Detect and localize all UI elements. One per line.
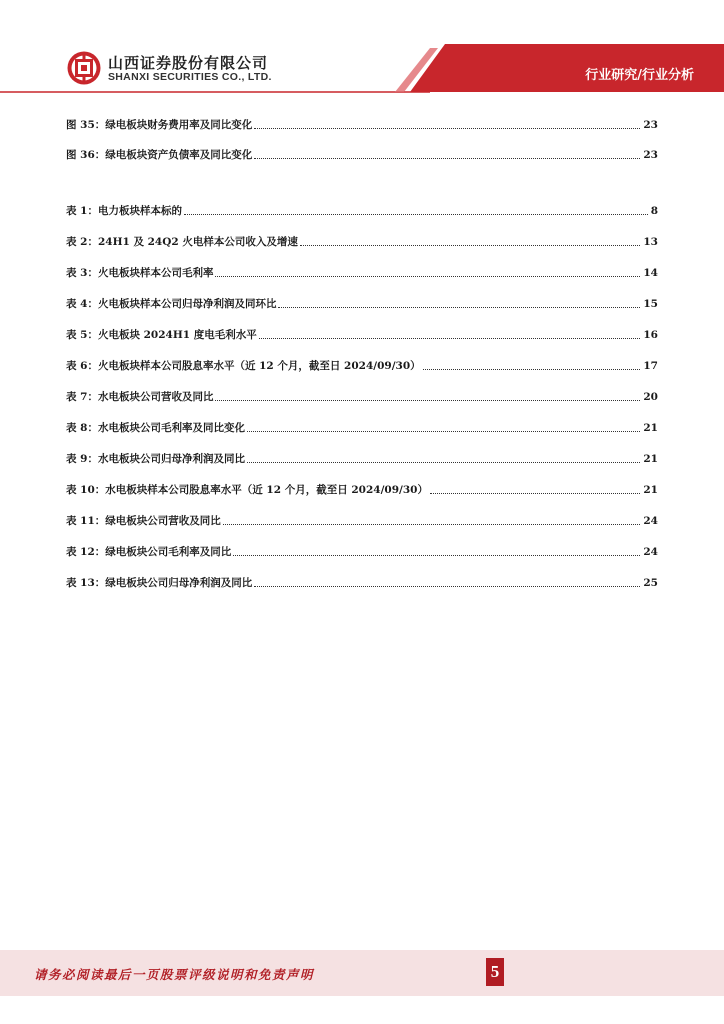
toc-label: 表 13： [66,577,106,589]
toc-leader [184,214,648,215]
toc-title: 24H1 及 24Q2 火电样本公司收入及增速 [97,236,298,248]
toc-entry[interactable] [66,112,658,132]
toc-page: 17 [643,360,658,372]
toc-label: 表 5： [66,329,98,341]
toc-label: 表 9： [66,453,98,465]
toc-title: 水电板块公司归母净利润及同比 [97,453,245,465]
toc-title: 绿电板块资产负债率及同比变化 [105,149,253,161]
page-footer [0,950,724,996]
toc-leader [278,307,640,308]
company-name-en: SHANXI SECURITIES CO., LTD. [108,71,272,83]
toc-page: 20 [643,391,658,403]
toc-title: 电力板块样本标的 [97,205,182,217]
company-name-cn: 山西证券股份有限公司 [108,54,269,72]
toc-title: 火电板块样本公司毛利率 [97,267,214,279]
toc-leader [247,462,640,463]
toc-label: 表 4： [66,298,98,310]
toc-entry[interactable] [66,260,658,280]
toc-label: 表 1： [66,205,98,217]
toc-leader [423,369,641,370]
toc-entry[interactable] [66,384,658,404]
toc-label: 表 6： [66,360,98,372]
toc-label: 表 3： [66,267,98,279]
toc-title: 水电板块样本公司股息率水平（近 12 个月，截至日 2024/09/30） [105,484,428,496]
toc-label: 表 10： [66,484,106,496]
toc-title: 绿电板块公司归母净利润及同比 [105,577,253,589]
toc-label: 图 36： [66,149,106,161]
toc-label: 图 35： [66,119,106,131]
toc-entry[interactable] [66,539,658,559]
toc-entry[interactable] [66,446,658,466]
toc-title: 绿电板块财务费用率及同比变化 [105,119,253,131]
toc-leader [215,276,640,277]
toc-title: 火电板块样本公司股息率水平（近 12 个月，截至日 2024/09/30） [97,360,421,372]
toc-entry[interactable] [66,291,658,311]
toc-leader [215,400,640,401]
toc-leader [254,586,640,587]
toc-page: 13 [643,236,658,248]
toc-entry[interactable] [66,415,658,435]
toc-entry[interactable] [66,322,658,342]
page-header [0,0,724,105]
toc-label: 表 7： [66,391,98,403]
toc-page: 14 [643,267,658,279]
disclaimer-note: 请务必阅读最后一页股票评级说明和免责声明 [34,967,315,982]
toc-entry[interactable] [66,570,658,590]
toc-entry[interactable] [66,508,658,528]
toc-page: 8 [650,205,658,217]
toc-title: 火电板块 2024H1 度电毛利水平 [97,329,257,341]
toc-title: 火电板块样本公司归母净利润及同环比 [97,298,277,310]
toc-page: 24 [643,515,658,527]
page-number: 5 [486,958,504,986]
toc-leader [247,431,640,432]
toc-label: 表 12： [66,546,106,558]
toc-label: 表 11： [66,515,106,527]
toc-entry[interactable] [66,477,658,497]
toc-leader [259,338,641,339]
toc-label: 表 2： [66,236,98,248]
toc-leader [233,555,640,556]
toc-leader [254,128,640,129]
toc-page: 16 [643,329,658,341]
report-category: 行业研究/行业分析 [585,68,694,83]
toc-entry[interactable] [66,198,658,218]
toc-label: 表 8： [66,422,98,434]
toc-title: 水电板块公司营收及同比 [97,391,214,403]
toc-page: 21 [643,422,658,434]
toc-page: 25 [643,577,658,589]
toc-leader [254,158,640,159]
toc-page: 23 [643,119,658,131]
toc-leader [430,493,640,494]
toc-page: 15 [643,298,658,310]
toc-title: 绿电板块公司营收及同比 [105,515,221,527]
toc-entry[interactable] [66,142,658,162]
toc-leader [300,245,641,246]
toc-page: 21 [643,453,658,465]
toc-leader [223,524,641,525]
toc-page: 24 [643,546,658,558]
toc-entry[interactable] [66,229,658,249]
toc-entry[interactable] [66,353,658,373]
toc-page: 23 [643,149,658,161]
toc-page: 21 [643,484,658,496]
toc-title: 水电板块公司毛利率及同比变化 [97,422,245,434]
toc-title: 绿电板块公司毛利率及同比 [105,546,232,558]
